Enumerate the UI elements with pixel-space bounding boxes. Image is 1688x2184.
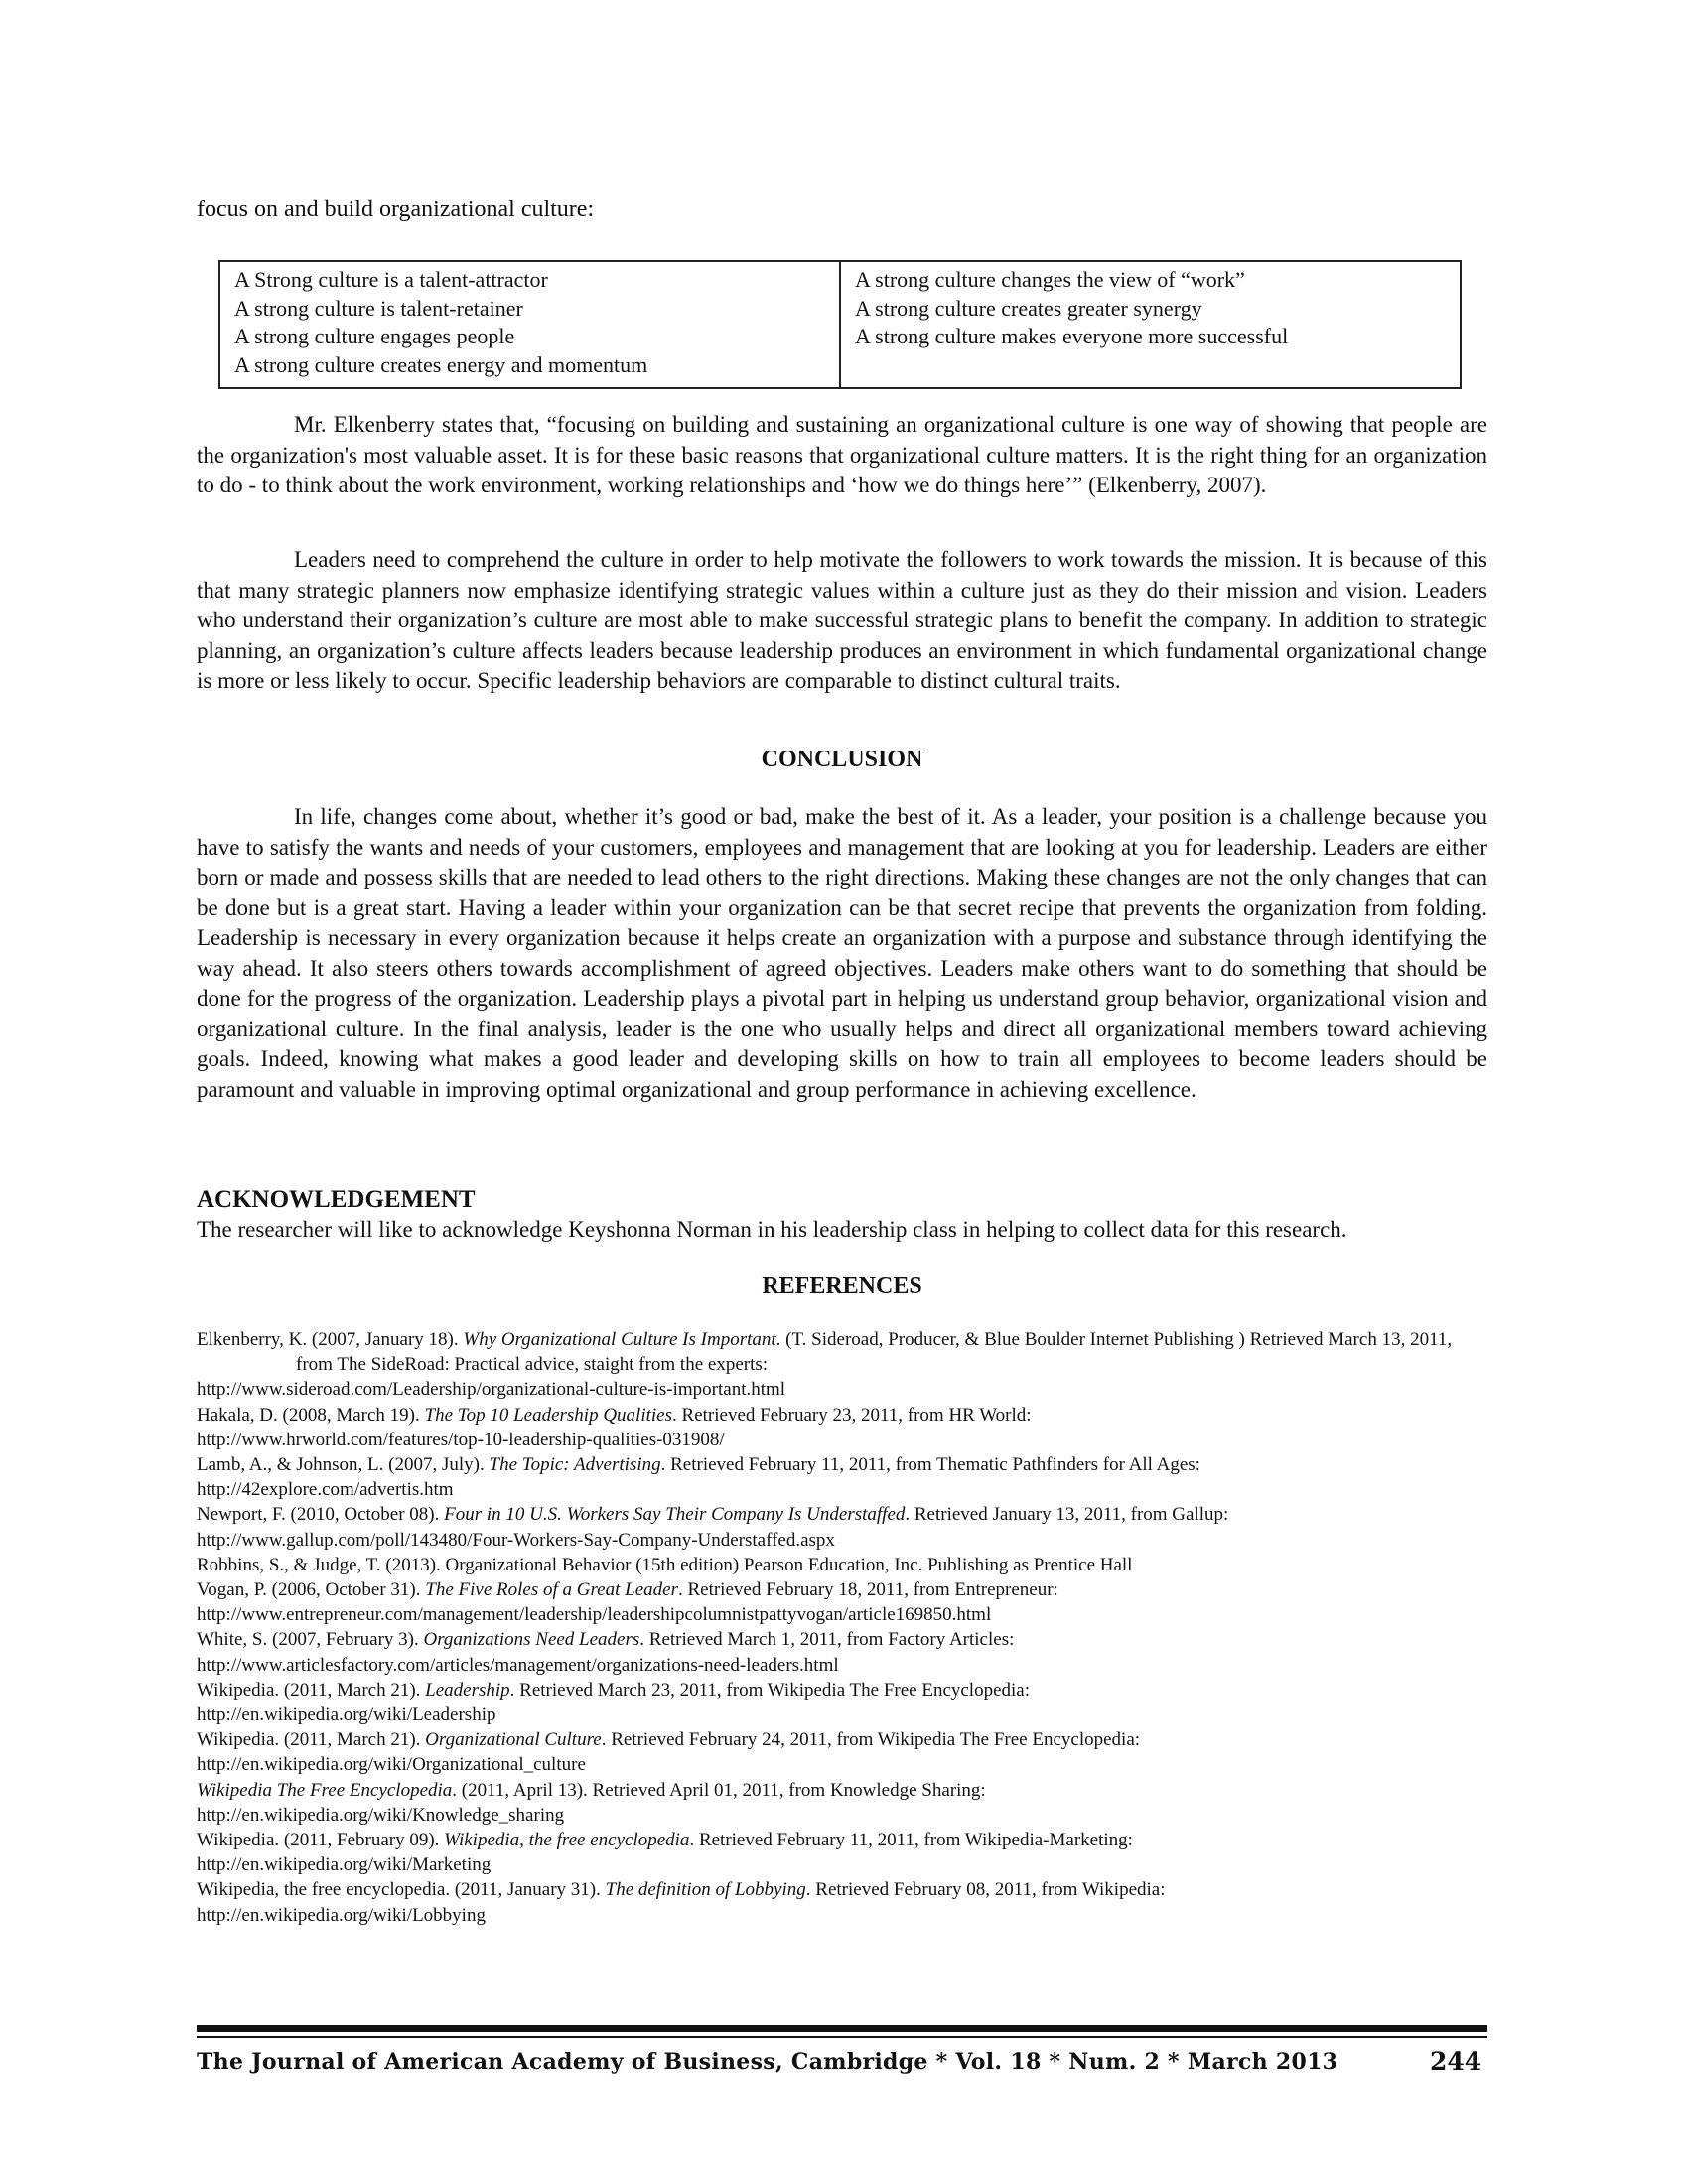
reference-details: . Retrieved February 18, 2011, from Entrepreneur:: [677, 1579, 1058, 1601]
reference-entry: [197, 1327, 1487, 1403]
reference-details: . Retrieved February 08, 2011, from Wikipedia:: [805, 1879, 1166, 1901]
conclusion-paragraph: In life, changes come about, whether it’s good or bad, make the best of it. As a leader, your position is a challenge because you have to satisfy the wants and needs of your customers, employees and management that are looking at you for leadership. Leaders are either born or made and possess skills that are needed to lead others to the right directions. Making these changes are not the only changes that can be done but is a great start. Having a leader within your organization can be that secret recipe that prevents the organization from folding. Leadership is necessary in every organization because it helps create an organization with a purpose and substance through identifying the way ahead. It also steers others towards accomplishment of agreed objectives. Leaders make others want to do something that should be done for the progress of the organization. Leadership plays a pivotal part in helping us understand group behavior, organizational vision and organizational culture. In the final analysis, leader is the one who usually helps and direct all organizational members toward achieving goals. Indeed, knowing what makes a good leader and developing skills on how to train all employees to become leaders should be paramount and valuable in improving optimal organizational and group performance in achieving excellence.: [197, 804, 1487, 1102]
reference-details: . Retrieved February 24, 2011, from Wikipedia The Free Encyclopedia:: [601, 1729, 1141, 1751]
reference-url[interactable]: http://42explore.com/advertis.htm: [197, 1479, 454, 1501]
culture-table-cell: A strong culture is talent-retainer: [234, 295, 523, 321]
reference-author: Wikipedia, the free encyclopedia. (2011, January 31).: [197, 1879, 606, 1901]
culture-table: [218, 260, 1462, 389]
reference-title: The definition of Lobbying: [605, 1879, 806, 1901]
reference-url[interactable]: http://en.wikipedia.org/wiki/Organizational_culture: [197, 1754, 586, 1776]
reference-details: . Retrieved February 11, 2011, from Wikipedia-Marketing:: [689, 1830, 1133, 1851]
reference-author: White, S. (2007, February 3).: [197, 1629, 424, 1651]
reference-url[interactable]: http://www.gallup.com/poll/143480/Four-Workers-Say-Company-Understaffed.aspx: [197, 1529, 835, 1551]
reference-url[interactable]: http://www.sideroad.com/Leadership/organizational-culture-is-important.html: [197, 1379, 786, 1401]
culture-table-cell: A Strong culture is a talent-attractor: [234, 267, 548, 292]
reference-entry: [197, 1627, 1487, 1677]
culture-table-cell: A strong culture creates greater synergy: [855, 295, 1202, 321]
reference-title: The Five Roles of a Great Leader: [425, 1579, 678, 1601]
footer-rule-thick: [197, 2025, 1487, 2032]
reference-author: Wikipedia. (2011, March 21).: [197, 1679, 426, 1701]
reference-entry: [197, 1727, 1487, 1777]
reference-author: Elkenberry, K. (2007, January 18).: [197, 1329, 464, 1350]
reference-entry: [197, 1403, 1487, 1452]
reference-title: The Top 10 Leadership Qualities: [424, 1404, 673, 1426]
references-heading: REFERENCES: [762, 1273, 922, 1298]
reference-details: . Retrieved February 23, 2011, from HR World:: [672, 1404, 1032, 1426]
acknowledgement-heading: ACKNOWLEDGEMENT: [197, 1186, 476, 1213]
culture-table-cell: A strong culture creates energy and momentum: [234, 351, 648, 377]
page-number: 244: [1430, 2047, 1482, 2076]
reference-author: Lamb, A., & Johnson, L. (2007, July).: [197, 1454, 490, 1476]
reference-url[interactable]: http://en.wikipedia.org/wiki/Leadership: [197, 1705, 496, 1726]
culture-table-cell: A strong culture changes the view of “work”: [855, 267, 1245, 292]
reference-entry: [197, 1553, 1487, 1577]
culture-table-cell: A strong culture makes everyone more successful: [855, 324, 1289, 348]
reference-author: Vogan, P. (2006, October 31).: [197, 1579, 426, 1601]
reference-url[interactable]: http://www.hrworld.com/features/top-10-leadership-qualities-031908/: [197, 1429, 725, 1450]
reference-url[interactable]: http://en.wikipedia.org/wiki/Lobbying: [197, 1904, 486, 1926]
reference-details: . Retrieved March 23, 2011, from Wikipedia The Free Encyclopedia:: [509, 1679, 1031, 1701]
reference-title: Four in 10 U.S. Workers Say Their Company Is Understaffed: [444, 1504, 906, 1526]
reference-url[interactable]: http://en.wikipedia.org/wiki/Marketing: [197, 1854, 492, 1876]
culture-table-right-column: [839, 262, 1460, 387]
reference-title: Wikipedia The Free Encyclopedia: [197, 1779, 453, 1801]
reference-details: . (2011, April 13). Retrieved April 01, 2011, from Knowledge Sharing:: [452, 1779, 986, 1801]
reference-url[interactable]: http://www.articlesfactory.com/articles/management/organizations-need-leaders.html: [197, 1654, 839, 1676]
reference-author: Wikipedia. (2011, March 21).: [197, 1729, 426, 1751]
reference-entry: [197, 1828, 1487, 1877]
leaders-culture-paragraph: Leaders need to comprehend the culture in order to help motivate the followers to work towards the mission. It is because of this that many strategic planners now emphasize identifying strategic values within a culture just as they do their mission and vision. Leaders who understand their organization’s culture are most able to make successful strategic plans to benefit the company. In addition to strategic planning, an organization’s culture affects leaders because leadership produces an environment in which fundamental organizational change is more or less likely to occur. Specific leadership behaviors are comparable to distinct cultural traits.: [197, 547, 1487, 693]
reference-author: Hakala, D. (2008, March 19).: [197, 1404, 425, 1426]
footer-rule-thin: [197, 2036, 1487, 2038]
reference-url[interactable]: http://en.wikipedia.org/wiki/Knowledge_sharing: [197, 1804, 565, 1826]
journal-footer: The Journal of American Academy of Business, Cambridge * Vol. 18 * Num. 2 * March 2013: [197, 2049, 1338, 2075]
reference-author: Wikipedia. (2011, February 09).: [197, 1830, 445, 1851]
reference-details: . Retrieved January 13, 2011, from Gallup:: [905, 1504, 1229, 1526]
reference-author: Newport, F. (2010, October 08).: [197, 1504, 445, 1526]
reference-entry: [197, 1678, 1487, 1727]
reference-entry: [197, 1452, 1487, 1502]
reference-title: Organizational Culture: [425, 1729, 602, 1751]
reference-list: [197, 1327, 1487, 1928]
elkenberry-paragraph: Mr. Elkenberry states that, “focusing on building and sustaining an organizational culture is one way of showing that people are the organization's most valuable asset. It is for these basic reasons that organizational culture matters. It is the right thing for an organization to do - to think about the work environment, working relationships and ‘how we do things here’” (Elkenberry, 2007).: [197, 412, 1487, 497]
culture-table-left-column: [220, 262, 839, 387]
intro-line: focus on and build organizational culture:: [197, 197, 595, 222]
reference-details: . Retrieved March 1, 2011, from Factory Articles:: [639, 1629, 1015, 1651]
reference-title: Wikipedia, the free encyclopedia: [444, 1830, 690, 1851]
reference-url[interactable]: http://www.entrepreneur.com/management/leadership/leadershipcolumnistpattyvogan/article169850.html: [197, 1604, 992, 1626]
reference-title: Leadership: [425, 1679, 510, 1701]
reference-entry: [197, 1502, 1487, 1552]
reference-title: The Topic: Advertising: [489, 1454, 661, 1476]
reference-entry: [197, 1877, 1487, 1927]
reference-entry: [197, 1778, 1487, 1828]
reference-title: Why Organizational Culture Is Important: [463, 1329, 776, 1350]
reference-details: . Retrieved February 11, 2011, from Thematic Pathfinders for All Ages:: [660, 1454, 1200, 1476]
acknowledgement-text: The researcher will like to acknowledge Keyshonna Norman in his leadership class in helping to collect data for this research.: [197, 1217, 1347, 1242]
reference-author: Robbins, S., & Judge, T. (2013). Organizational Behavior (15th edition) Pearson Education, Inc. Publishing as Prentice Hall: [197, 1554, 1133, 1575]
conclusion-heading: CONCLUSION: [761, 747, 923, 772]
reference-title: Organizations Need Leaders: [423, 1629, 640, 1651]
culture-table-cell: A strong culture engages people: [234, 324, 515, 348]
reference-details: . (T. Sideroad, Producer, & Blue Boulder Internet Publishing ) Retrieved March 13, 2011, from The SideRoad: Practical advice, staight from the experts:: [296, 1329, 1453, 1376]
reference-entry: [197, 1577, 1487, 1627]
